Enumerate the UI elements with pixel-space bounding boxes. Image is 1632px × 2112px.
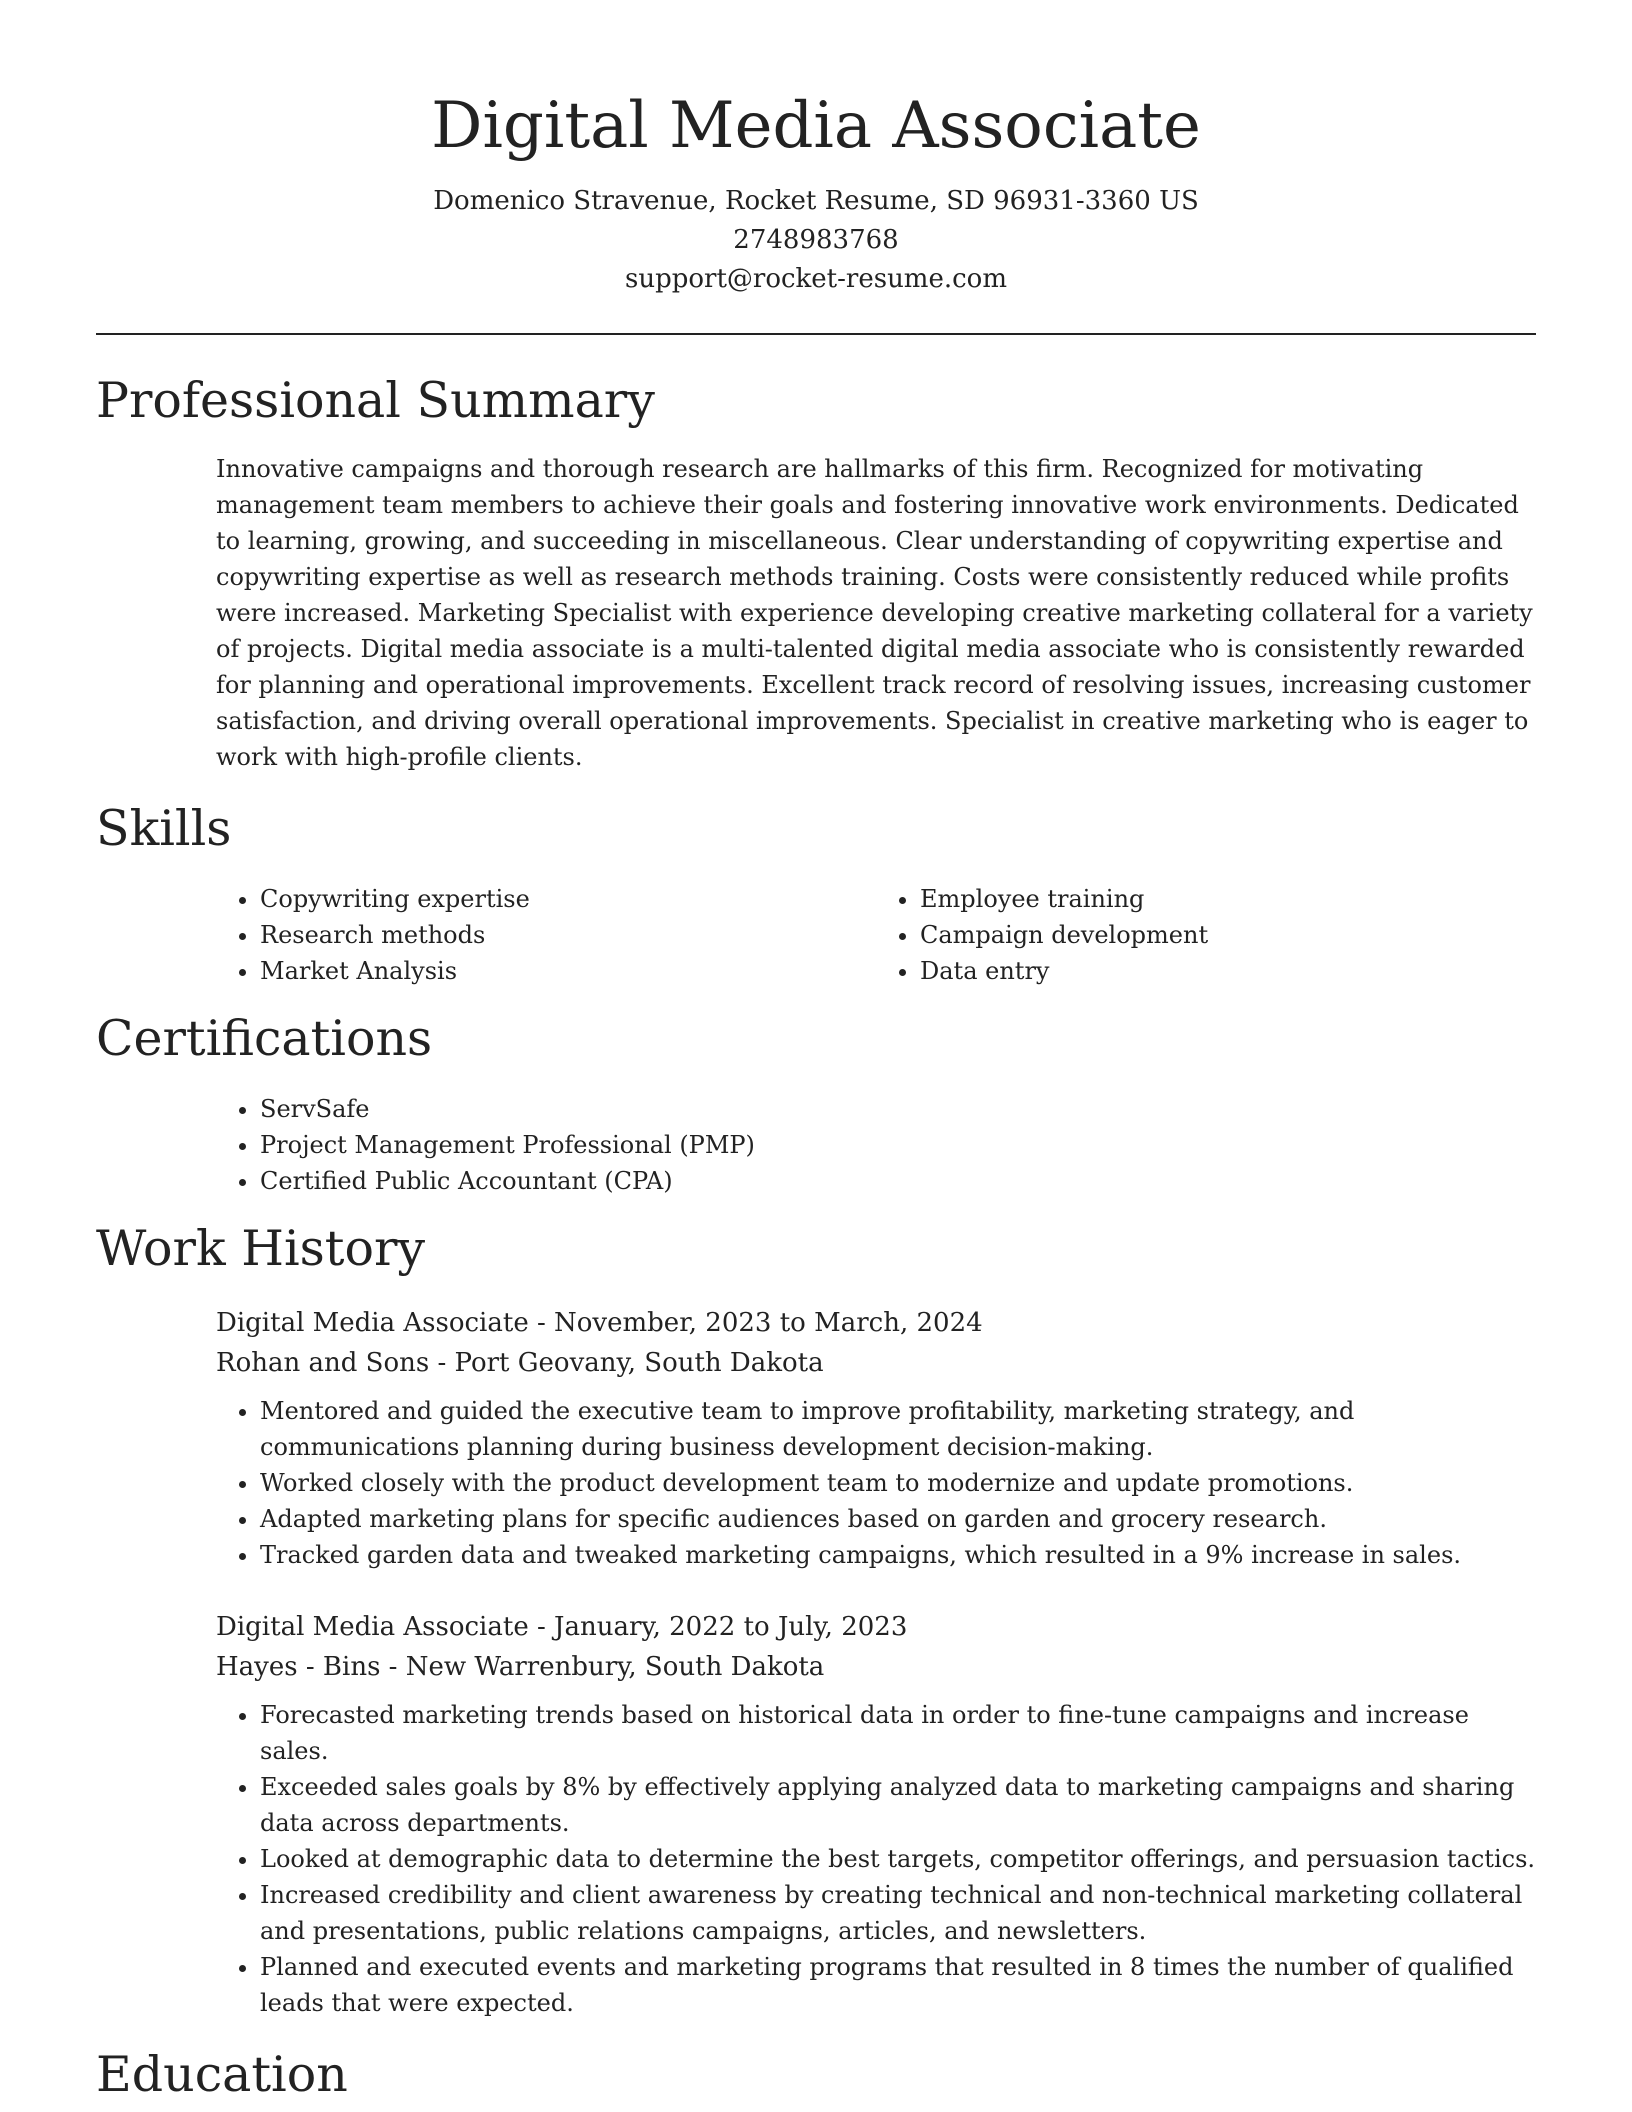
education-heading: Education (96, 2046, 348, 2103)
education-section (96, 2045, 1536, 2105)
skill-item: • Market Analysis (260, 953, 876, 989)
job-title-line (216, 1303, 1536, 1343)
skills-heading: Skills (96, 800, 232, 857)
job-bullet: • Increased credibility and client awareness by creating technical and non-technical marketing collateral and presentations, public relations campaigns, articles, and newsletters. (260, 1877, 1536, 1949)
header-divider (96, 333, 1536, 335)
certification-item: • ServSafe (260, 1091, 1536, 1127)
candidate-name: Digital Media Associate (431, 89, 1201, 163)
job-company-line (216, 1647, 1536, 1687)
work-history-heading: Work History (96, 1220, 426, 1277)
certifications-list (216, 1091, 1536, 1199)
contact-address: Domenico Stravenue, Rocket Resume, SD 96931-3360 US (433, 186, 1199, 216)
skill-item: • Copywriting expertise (260, 881, 876, 917)
job-bullet: • Forecasted marketing trends based on historical data in order to fine-tune campaigns and increase sales. (260, 1697, 1536, 1769)
skill-item: • Research methods (260, 917, 876, 953)
skill-item: • Data entry (920, 953, 1536, 989)
certifications-heading: Certifications (96, 1010, 433, 1067)
resume-header (96, 0, 1536, 299)
job-bullet: • Exceeded sales goals by 8% by effectively applying analyzed data to marketing campaigns and sharing data across departments. (260, 1769, 1536, 1841)
job-entry (216, 1607, 1536, 2021)
contact-phone: 2748983768 (733, 225, 899, 255)
job-location: - New Warrenbury, South Dakota (380, 1652, 825, 1682)
summary-heading: Professional Summary (96, 372, 655, 429)
job-location: - Port Geovany, South Dakota (429, 1348, 824, 1378)
job-bullets (216, 1697, 1536, 2021)
job-bullet: • Looked at demographic data to determine the best targets, competitor offerings, and persuasion tactics. (260, 1841, 1536, 1877)
skill-item: • Employee training (920, 881, 1536, 917)
job-title-line (216, 1607, 1536, 1647)
skills-section (96, 799, 1536, 989)
job-entry (216, 1303, 1536, 1573)
skills-left-list (216, 881, 876, 989)
job-dates: - November, 2023 to March, 2024 (528, 1308, 983, 1338)
skills-columns (216, 881, 1536, 989)
job-bullet: • Tracked garden data and tweaked marketing campaigns, which resulted in a 9% increase in sales. (260, 1537, 1536, 1573)
job-bullet: • Mentored and guided the executive team to improve profitability, marketing strategy, and communications planning during business development decision-making. (260, 1393, 1536, 1465)
job-bullet: • Adapted marketing plans for specific audiences based on garden and grocery research. (260, 1501, 1536, 1537)
job-bullet: • Planned and executed events and marketing programs that resulted in 8 times the number of qualified leads that were expected. (260, 1949, 1536, 2021)
job-company-line (216, 1343, 1536, 1383)
contact-email: support@rocket-resume.com (624, 264, 1007, 294)
summary-paragraph: Innovative campaigns and thorough research are hallmarks of this firm. Recognized for motivating management team members to achieve their goals and fostering innovative work environments. Dedicated to learning, growing, and succeeding in miscellaneous. Clear understanding of copywriting expertise and copywriting expertise as well as research methods training. Costs were consistently reduced while profits were increased. Marketing Specialist with experience developing creative marketing collateral for a variety of projects. Digital media associate is a multi-talented digital media associate who is consistently rewarded for planning and operational improvements. Excellent track record of resolving issues, increasing customer satisfaction, and driving overall operational improvements. Specialist in creative marketing who is eager to work with high-profile clients. (216, 455, 1533, 771)
job-bullet: • Worked closely with the product development team to modernize and update promotions. (260, 1465, 1536, 1501)
job-bullets (216, 1393, 1536, 1573)
skills-right-list (876, 881, 1536, 989)
job-title: Digital Media Associate (216, 1308, 529, 1338)
job-company: Hayes - Bins (216, 1652, 381, 1682)
resume-page (96, 0, 1536, 2105)
job-dates: - January, 2022 to July, 2023 (528, 1612, 908, 1642)
certification-item: • Certified Public Accountant (CPA) (260, 1163, 1536, 1199)
work-history-section (96, 1219, 1536, 2021)
job-title: Digital Media Associate (216, 1612, 529, 1642)
summary-section (96, 371, 1536, 775)
certifications-section (96, 1009, 1536, 1199)
job-company: Rohan and Sons (216, 1348, 430, 1378)
certification-item: • Project Management Professional (PMP) (260, 1127, 1536, 1163)
skill-item: • Campaign development (920, 917, 1536, 953)
